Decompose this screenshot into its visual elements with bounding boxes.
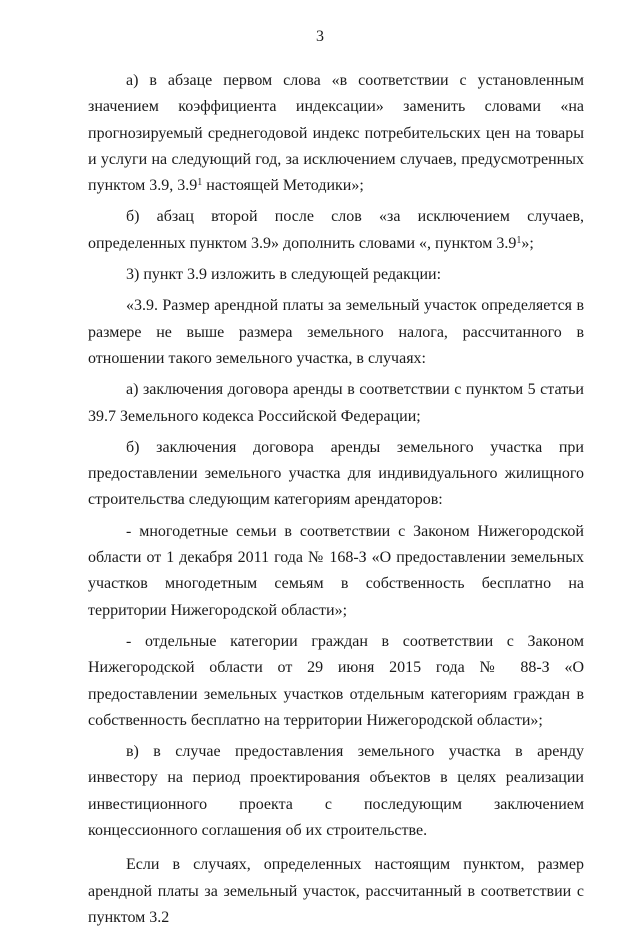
superscript: 1 bbox=[197, 177, 203, 189]
paragraph-case-c: в) в случае предоставления земельного участка в аренду инвестору на период проектирования объектов в целях реализации инвестиционного проекта с последующим заключением концессионного соглашения об их строительстве. bbox=[88, 743, 584, 840]
paragraph-clause-3-9: «3.9. Размер арендной платы за земельный участок определяется в размере не выше размера земельного налога, рассчитанного в отношении такого земельного участка, в случаях: bbox=[88, 297, 584, 367]
paragraph-text: б) абзац второй после слов «за исключением случаев, определенных пунктом 3.9» дополнить словами «, пунктом 3.9 bbox=[88, 208, 584, 252]
paragraph-rent-condition: Если в случаях, определенных настоящим пунктом, размер арендной платы за земельный участок, рассчитанный в соответствии с пунктом 3.2 bbox=[88, 856, 584, 926]
paragraph-amendment-b bbox=[88, 204, 584, 257]
paragraph-amendment-a bbox=[88, 68, 584, 199]
document-body bbox=[88, 68, 584, 931]
paragraph-text: а) в абзаце первом слова «в соответствии с установленным значением коэффициента индексации» заменить словами «на прогнозируемый среднегодовой индекс потребительских цен на товары и услуги на следующий год, за исключением случаев, предусмотренных пунктом 3.9, 3.9 bbox=[88, 72, 584, 195]
paragraph-case-b: б) заключения договора аренды земельного участка при предоставлении земельного участка для индивидуального жилищного строительства следующим категориям арендаторов: bbox=[88, 438, 584, 509]
paragraph-case-a: а) заключения договора аренды в соответствии с пунктом 5 статьи 39.7 Земельного кодекса Российской Федерации; bbox=[88, 381, 584, 425]
paragraph-item-3: 3) пункт 3.9 изложить в следующей редакции: bbox=[126, 266, 442, 284]
paragraph-large-families: - многодетные семьи в соответствии с Законом Нижегородской области от 1 декабря 2011 года № 168-З «О предоставлении земельных участков многодетным семьям в собственность бесплатно на территории Нижегородской области»; bbox=[88, 522, 584, 619]
paragraph-citizen-categories: - отдельные категории граждан в соответствии с Законом Нижегородской области от 29 июня 2015 года № 88-З «О предоставлении земельных участков отдельным категориям граждан в собственность бесплатно на территории Нижегородской области»; bbox=[88, 632, 584, 729]
superscript: 1 bbox=[516, 234, 522, 246]
paragraph-text-end: настоящей Методики»; bbox=[202, 177, 364, 195]
page-number: 3 bbox=[316, 28, 324, 45]
paragraph-text-end: »; bbox=[521, 234, 534, 252]
